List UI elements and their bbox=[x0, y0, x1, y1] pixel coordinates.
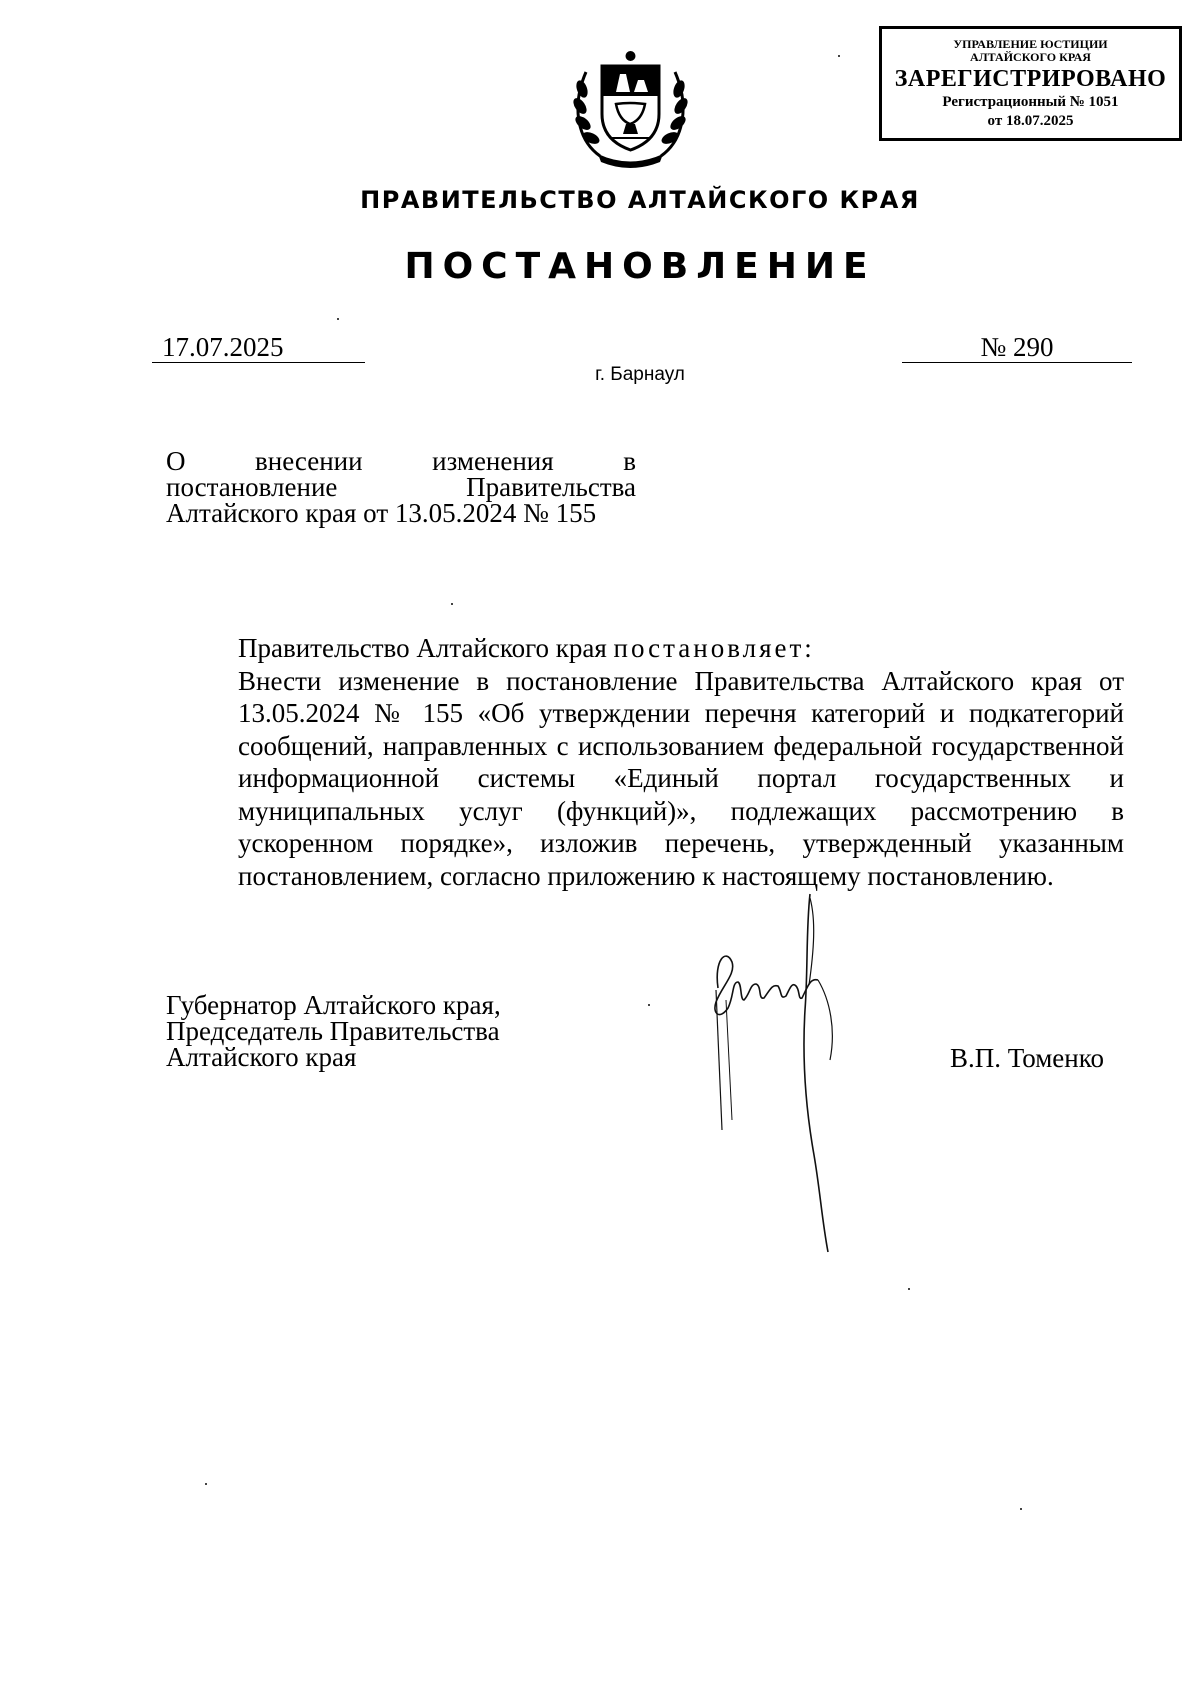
body-lead-keyword: постановляет: bbox=[613, 633, 815, 663]
document-number: № 290 bbox=[902, 332, 1132, 363]
document-city: г. Барнаул bbox=[595, 364, 685, 385]
signer-position-line-2: Председатель Правительства bbox=[166, 1016, 500, 1046]
scan-speck bbox=[838, 55, 840, 57]
coat-of-arms-icon bbox=[568, 44, 693, 169]
scan-speck bbox=[451, 603, 453, 605]
subject-line-2: постановление Правительства bbox=[166, 472, 636, 502]
body-paragraph: Внести изменение в постановление Правительства Алтайского края от 13.05.2024 № 155 «Об утверждении перечня категорий и подкатегорий сообщений, направленных с использованием федеральной государственной информационной системы «Единый портал государственных и муниципальных услуг (функций)», подлежащих рассмотрению в ускоренном порядке», изложив перечень, утвержденный указанным постановлением, согласно приложению к настоящему постановлению. bbox=[238, 665, 1124, 891]
stamp-reg-date: от 18.07.2025 bbox=[987, 113, 1074, 129]
stamp-line-2: АЛТАЙСКОГО КРАЯ bbox=[970, 50, 1091, 64]
document-date: 17.07.2025 bbox=[152, 332, 365, 363]
signer-name: В.П. Томенко bbox=[950, 1043, 1104, 1073]
stamp-line-1: УПРАВЛЕНИЕ ЮСТИЦИИ bbox=[953, 37, 1108, 51]
document-body bbox=[166, 632, 1124, 892]
subject-line-1: О внесении изменения в bbox=[166, 446, 636, 476]
scan-speck bbox=[205, 1483, 207, 1485]
scan-speck bbox=[908, 1288, 910, 1290]
subject-line-3: Алтайского края от 13.05.2024 № 155 bbox=[166, 498, 597, 528]
signature-icon bbox=[710, 890, 860, 1260]
coat-of-arms-emblem bbox=[568, 44, 693, 169]
scan-speck bbox=[337, 318, 339, 320]
signer-position-line-3: Алтайского края bbox=[166, 1042, 357, 1072]
body-lead-text: Правительство Алтайского края bbox=[238, 633, 614, 663]
signer-position-line-1: Губернатор Алтайского края, bbox=[166, 990, 501, 1020]
document-type-title: ПОСТАНОВЛЕНИЕ bbox=[404, 246, 876, 287]
scan-speck bbox=[1020, 1508, 1022, 1510]
handwritten-signature bbox=[710, 890, 860, 1260]
scan-speck bbox=[648, 1004, 650, 1006]
authority-title: ПРАВИТЕЛЬСТВО АЛТАЙСКОГО КРАЯ bbox=[360, 186, 920, 214]
signer-position bbox=[166, 992, 616, 1070]
document-subject bbox=[166, 448, 636, 526]
body-lead bbox=[166, 632, 1124, 665]
stamp-reg-number: Регистрационный № 1051 bbox=[942, 94, 1119, 110]
stamp-status: ЗАРЕГИСТРИРОВАНО bbox=[894, 66, 1167, 92]
registration-stamp bbox=[879, 26, 1182, 141]
